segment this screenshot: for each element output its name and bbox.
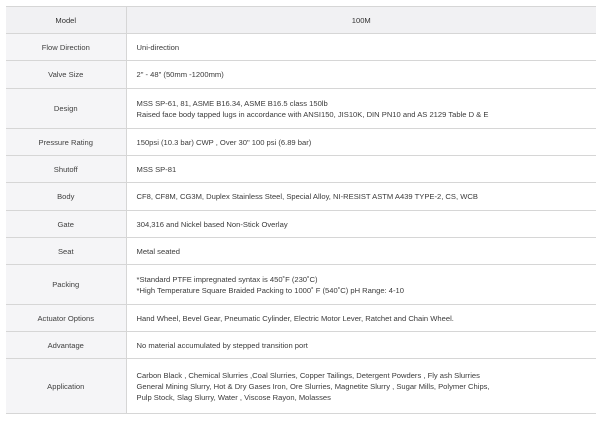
row-value bbox=[126, 265, 596, 305]
row-value-line: General Mining Slurry, Hot & Dry Gases Iron, Ore Slurries, Magnetite Slurry , Sugar Mills, Polymer Chips, bbox=[136, 381, 490, 391]
row-value-line: *Standard PTFE impregnated syntax is 450˚F (230˚C) bbox=[136, 274, 318, 284]
row-value bbox=[126, 61, 596, 89]
row-value-line: MSS SP-61, 81, ASME B16.34, ASME B16.5 class 150lb bbox=[136, 98, 328, 108]
row-value bbox=[126, 359, 596, 414]
row-value-line: 150psi (10.3 bar) CWP , Over 30" 100 psi (6.89 bar) bbox=[136, 137, 312, 147]
table-row bbox=[6, 89, 596, 129]
row-value-line: *High Temperature Square Braided Packing to 1000˚ F (540˚C) pH Range: 4-10 bbox=[136, 285, 404, 295]
row-label: Pressure Rating bbox=[6, 129, 126, 156]
row-value-line: CF8, CF8M, CG3M, Duplex Stainless Steel, Special Alloy, NI-RESIST ASTM A439 TYPE-2, CS, WCB bbox=[136, 192, 478, 201]
row-value bbox=[126, 305, 596, 332]
spec-table bbox=[6, 6, 596, 414]
row-value-line: Metal seated bbox=[136, 246, 180, 256]
table-row bbox=[6, 156, 596, 183]
row-label: Application bbox=[6, 359, 126, 414]
row-label: Advantage bbox=[6, 332, 126, 359]
row-value-line: Raised face body tapped lugs in accordance with ANSI150, JIS10K, DIN PN10 and AS 2129 Table D & E bbox=[136, 109, 489, 119]
header-label: Model bbox=[6, 7, 126, 34]
table-row bbox=[6, 332, 596, 359]
row-label: Actuator Options bbox=[6, 305, 126, 332]
table-row bbox=[6, 265, 596, 305]
row-label: Seat bbox=[6, 238, 126, 265]
row-value-line: Hand Wheel, Bevel Gear, Pneumatic Cylinder, Electric Motor Lever, Ratchet and Chain Wheel. bbox=[136, 313, 454, 323]
row-value bbox=[126, 332, 596, 359]
row-value bbox=[126, 129, 596, 156]
row-value-line: 2" - 48" (50mm -1200mm) bbox=[136, 70, 224, 79]
table-row bbox=[6, 211, 596, 238]
table-row bbox=[6, 305, 596, 332]
row-value-line: No material accumulated by stepped transition port bbox=[136, 340, 308, 350]
row-label: Flow Direction bbox=[6, 34, 126, 61]
row-value bbox=[126, 238, 596, 265]
row-value-line: Pulp Stock, Slag Slurry, Water , Viscose Rayon, Molasses bbox=[136, 392, 331, 402]
table-row bbox=[6, 238, 596, 265]
row-value-line: Uni-direction bbox=[136, 42, 180, 52]
table-header-row bbox=[6, 7, 596, 34]
row-label: Valve Size bbox=[6, 61, 126, 89]
row-value-line: 304,316 and Nickel based Non-Stick Overlay bbox=[136, 219, 288, 229]
row-value bbox=[126, 34, 596, 61]
table-row bbox=[6, 34, 596, 61]
row-value bbox=[126, 156, 596, 183]
row-value bbox=[126, 183, 596, 211]
row-value bbox=[126, 89, 596, 129]
table-row bbox=[6, 129, 596, 156]
row-label: Design bbox=[6, 89, 126, 129]
row-label: Shutoff bbox=[6, 156, 126, 183]
table-row bbox=[6, 359, 596, 414]
row-label: Body bbox=[6, 183, 126, 211]
header-model-value: 100M bbox=[126, 7, 596, 34]
row-value-line: Carbon Black , Chemical Slurries ,Coal Slurries, Copper Tailings, Detergent Powders , Fly ash Slurries bbox=[136, 370, 480, 380]
row-value-line: MSS SP-81 bbox=[136, 164, 177, 174]
table-row bbox=[6, 183, 596, 211]
row-label: Packing bbox=[6, 265, 126, 305]
table-row bbox=[6, 61, 596, 89]
row-value bbox=[126, 211, 596, 238]
row-label: Gate bbox=[6, 211, 126, 238]
